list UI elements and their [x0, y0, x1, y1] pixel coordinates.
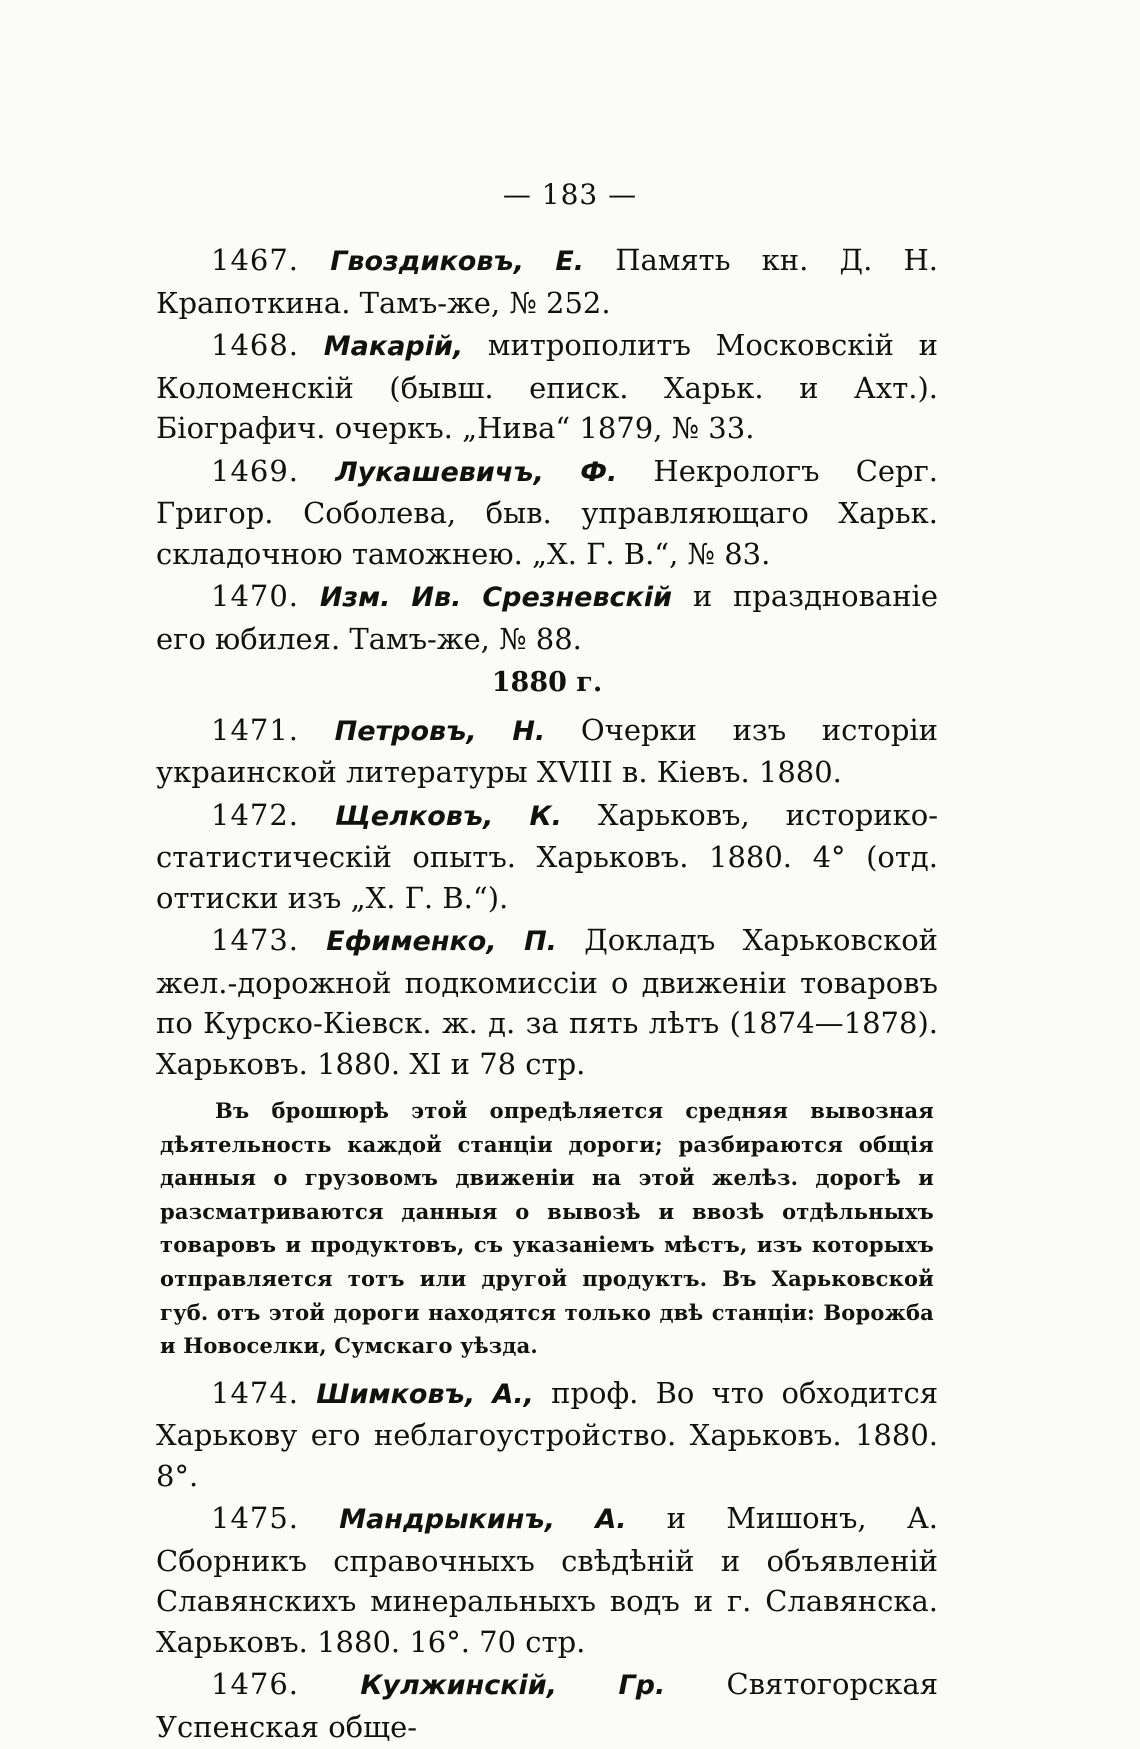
entry-author: Шимковъ, А.,	[316, 1378, 534, 1410]
entry-author: Кулжинскій, Гр.	[360, 1670, 666, 1702]
entry-number: 1469.	[211, 453, 300, 488]
entry-author: Лукашевичъ, Ф.	[335, 456, 618, 488]
entry-text: Докладъ Харьковской жел.-дорожной подкомиссіи о движеніи товаровъ по Курско-Кіевск. ж. д. за пять лѣтъ (1874—1878). Харьковъ. 1880. XI и 78 стр.	[156, 923, 938, 1081]
entry-author: Макарій,	[323, 331, 464, 362]
entry-number: 1474.	[211, 1375, 300, 1410]
entry-number: 1472.	[211, 797, 300, 832]
entry-author: Петровъ, Н.	[334, 715, 546, 747]
entry-text: Память кн. Д. Н. Крапоткина. Тамъ-же, № 252.	[156, 243, 939, 320]
bibliography-entry	[156, 1373, 938, 1497]
bibliography-entry	[156, 1498, 938, 1662]
entry-number: 1473.	[211, 923, 300, 957]
page-number: — 183 —	[502, 178, 638, 211]
bibliography-entry	[156, 451, 938, 575]
entry-number: 1476.	[211, 1667, 300, 1702]
entry-author: Щелковъ, К.	[335, 800, 562, 832]
bibliography-text	[156, 240, 938, 1749]
entry-text: Некрологъ Серг. Григор. Соболева, быв. управляющаго Харьк. складочною таможнею. „Х. Г. В.“, № 83.	[156, 453, 939, 571]
entries-1880-part-a	[156, 710, 938, 1085]
year-heading: 1880 г.	[491, 667, 603, 698]
entry-text: и празднованіе его юбилея. Тамъ-же, № 88.	[156, 579, 938, 656]
entry-author: Гвоздиковъ, Е.	[330, 246, 585, 277]
entry-author: Изм. Ив. Срезневскій	[319, 582, 673, 613]
bibliography-entry	[156, 795, 938, 919]
entry-number: 1475.	[211, 1501, 300, 1536]
entries-1880-part-b	[156, 1373, 938, 1748]
entry-author: Ефименко, П.	[326, 926, 557, 957]
entry-text: и Мишонъ, А. Сборникъ справочныхъ свѣдѣній и объявленій Славянскихъ минеральныхъ водъ и г. Славянска. Харьковъ. 1880. 16°. 70 стр.	[156, 1501, 938, 1659]
bibliography-entry	[156, 576, 938, 659]
entries-early	[156, 240, 938, 659]
entry-text: Очерки изъ исторіи украинской литературы XVIII в. Кіевъ. 1880.	[156, 712, 938, 789]
annotation-note: Въ брошюрѣ этой опредѣляется средняя вывозная дѣятельность каждой станціи дороги; разбираются общія данныя о грузовомъ движеніи на этой желѣз. дорогѣ и разсматриваются данныя о вывозѣ и ввозѣ отдѣльныхъ товаровъ и продуктовъ, съ указаніемъ мѣстъ, изъ которыхъ отправляется тотъ или другой продуктъ. Въ Харьковской губ. отъ этой дороги находятся только двѣ станціи: Ворожба и Новоселки, Сумскаго уѣзда.	[160, 1098, 934, 1359]
entry-text: проф. Во что обходится Харькову его неблагоустройство. Харьковъ. 1880. 8°.	[156, 1375, 938, 1493]
entry-text: митрополитъ Московскій и Коломенскій (бывш. еписк. Харьк. и Ахт.). Біографич. очеркъ. „Нива“ 1879, № 33.	[156, 328, 939, 445]
bibliography-entry	[156, 710, 938, 793]
entry-number: 1468.	[211, 328, 300, 362]
entry-number: 1467.	[211, 243, 300, 277]
entry-text: Святогорская Успенская обще-	[156, 1667, 939, 1744]
entry-text: Харьковъ, историко-статистическій опытъ. Харьковъ. 1880. 4° (отд. оттиски изъ „Х. Г. В.“).	[156, 797, 939, 915]
entry-number: 1471.	[211, 712, 300, 747]
bibliography-entry	[156, 1664, 938, 1747]
entry-author: Мандрыкинъ, А.	[339, 1504, 627, 1536]
bibliography-entry	[156, 920, 938, 1084]
bibliography-entry	[156, 240, 938, 323]
bibliography-entry	[156, 325, 938, 449]
entry-number: 1470.	[211, 579, 300, 613]
